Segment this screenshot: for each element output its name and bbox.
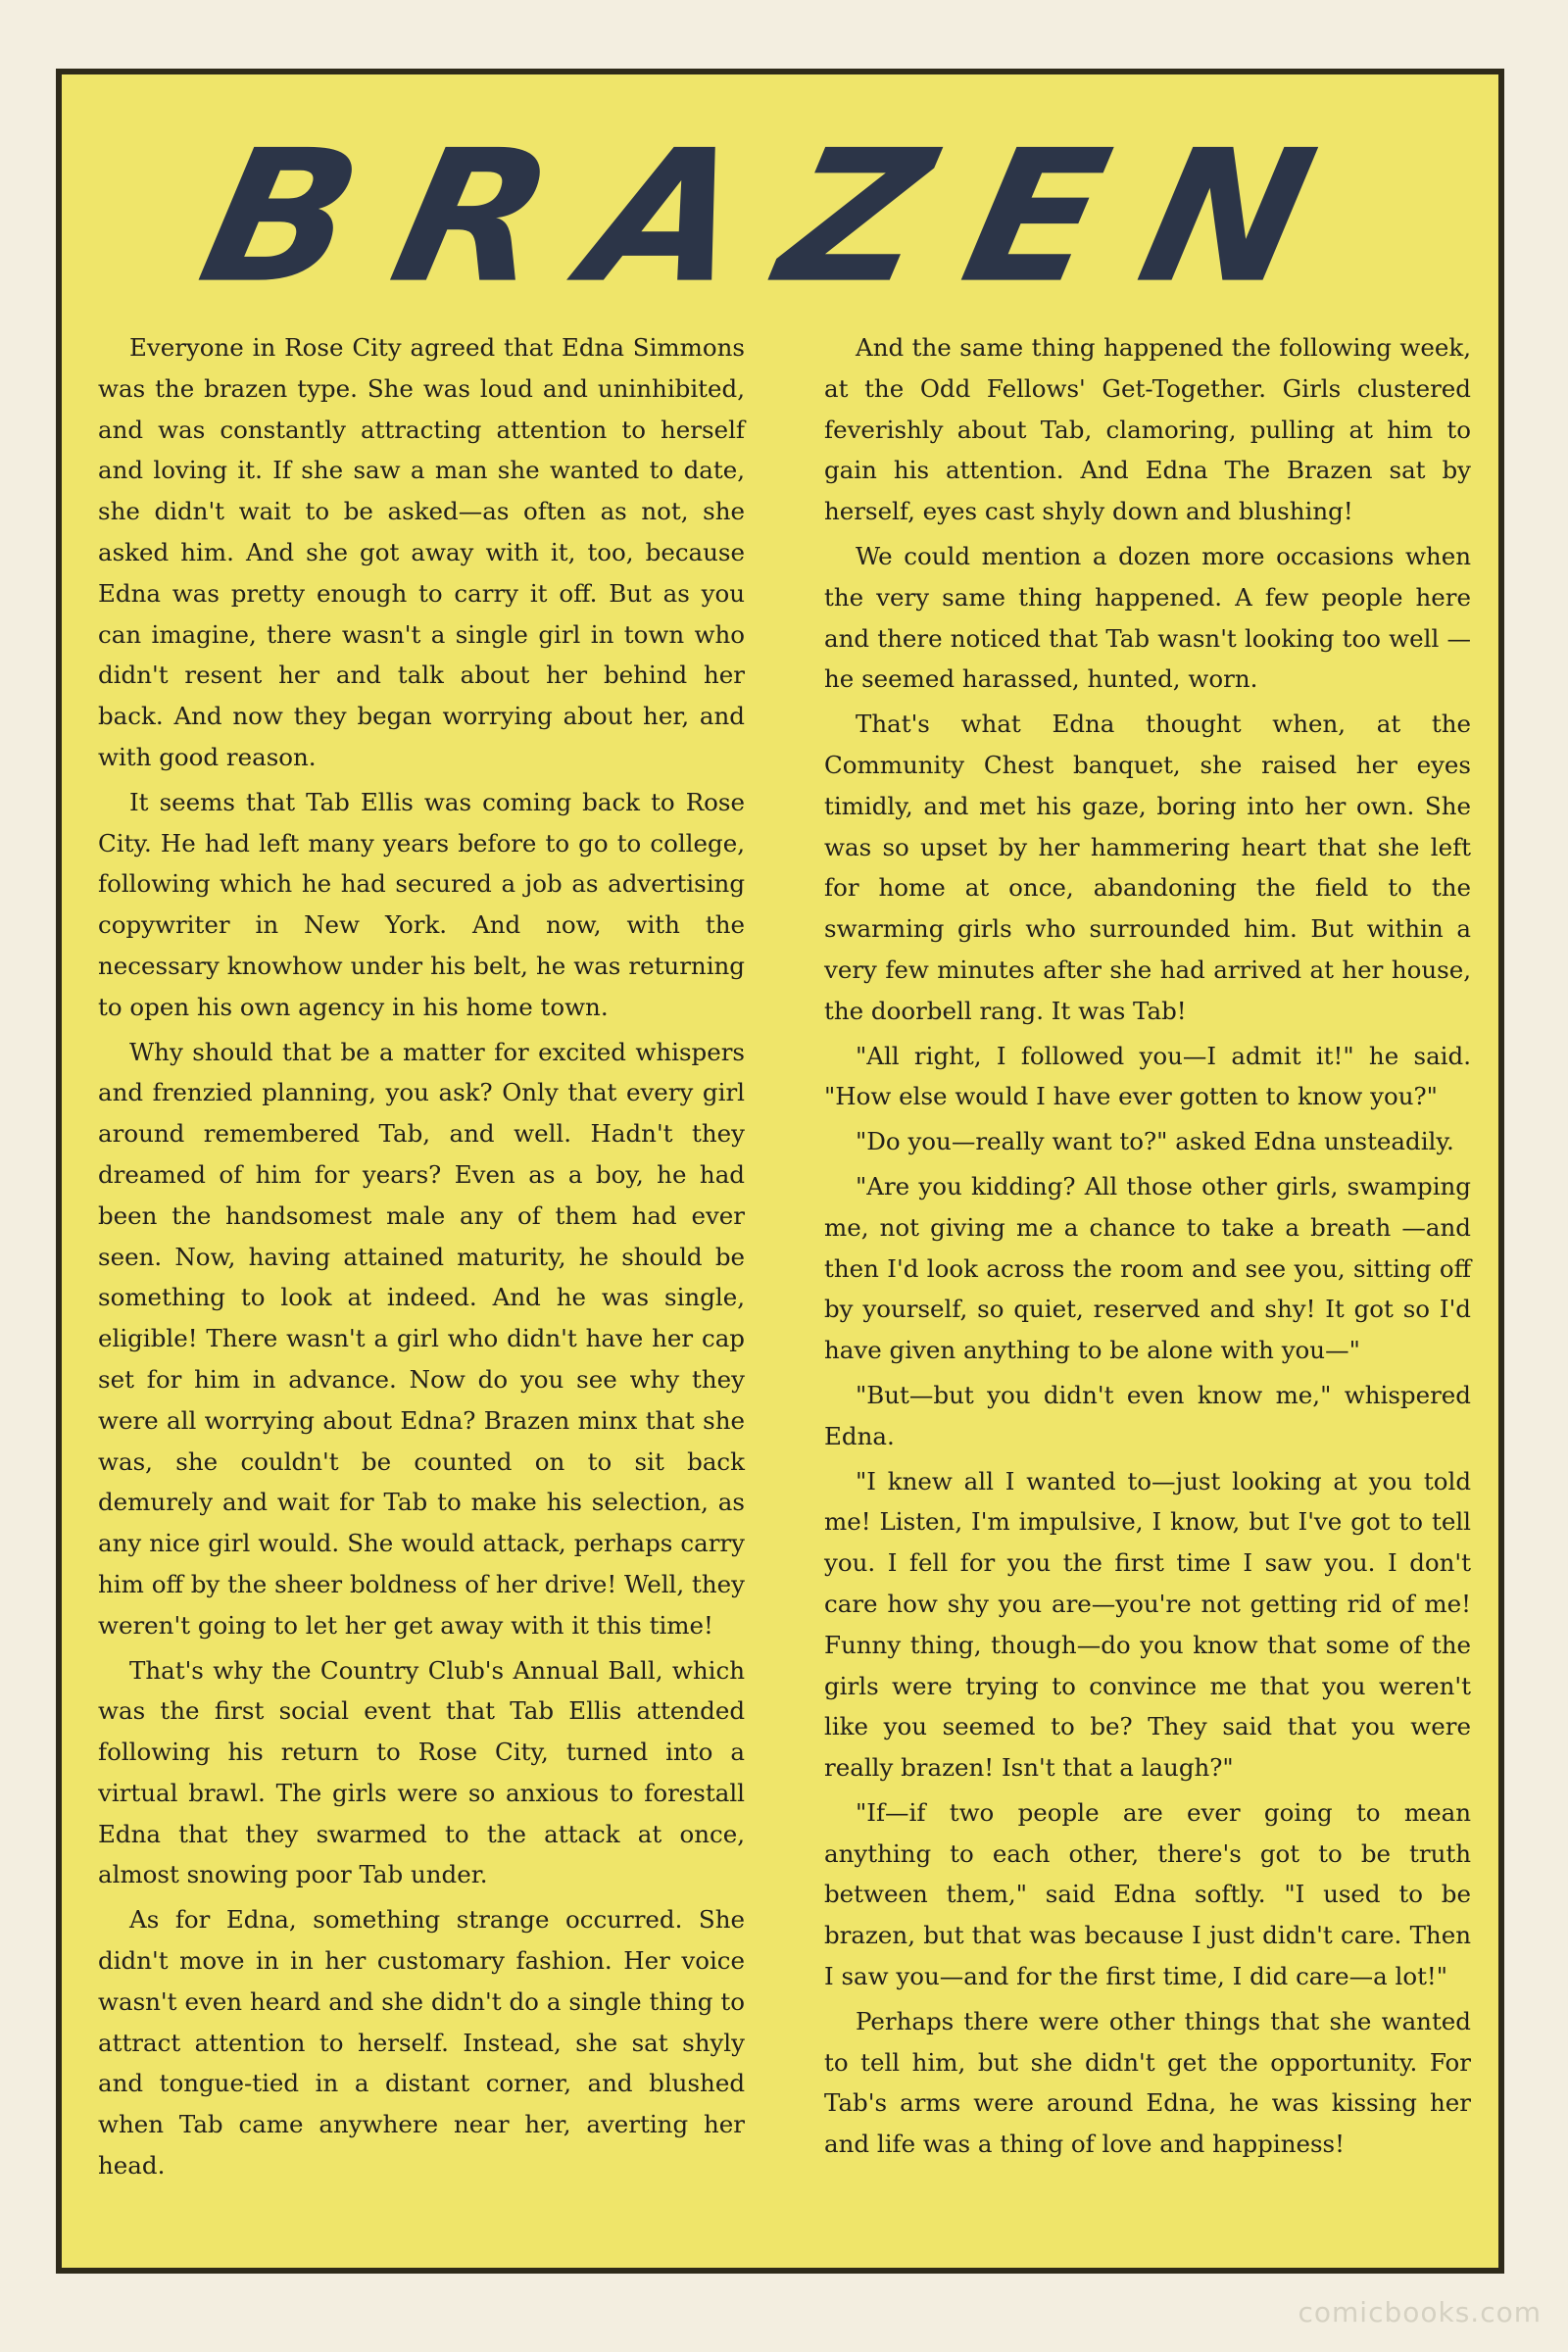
paragraph: As for Edna, something strange occurred. She didn't move in in her customary fashion. Her voice wasn't even heard and she didn't do a single thing to attract attention to herself. Instead, she sat shyly and tongue-tied in a distant corner, and blushed when Tab came anywhere near her, averting her head.	[98, 1905, 745, 2180]
paragraph: "Do you—really want to?" asked Edna unsteadily.	[856, 1127, 1454, 1156]
paragraph: "Are you kidding? All those other girls, swamping me, not giving me a chance to take a breath —and then I'd look across the room and see you, sitting off by yourself, so quiet, reserved and shy! It got so I'd have given anything to be alone with you—"	[824, 1171, 1471, 1365]
paragraph: "All right, I followed you—I admit it!" he said. "How else would I have ever gotten to know you?"	[824, 1041, 1471, 1111]
paragraph: That's what Edna thought when, at the Community Chest banquet, she raised her eyes timidly, and met his gaze, boring into her own. She was so upset by her hammering heart that she left for home at once, abandoning the field to the swarming girls who surrounded him. But within a very few minutes after she had arrived at her house, the doorbell rang. It was Tab!	[824, 710, 1471, 1025]
right-text-column	[824, 327, 1471, 2165]
paragraph: Perhaps there were other things that she wanted to tell him, but she didn't get the opportunity. For Tab's arms were around Edna, he was kissing her and life was a thing of love and happiness!	[824, 2006, 1471, 2159]
paragraph: Why should that be a matter for excited whispers and frenzied planning, you ask? Only that every girl around remembered Tab, and well. Hadn't they dreamed of him for years? Even as a boy, he had been the handsomest male any of them had ever seen. Now, having attained maturity, he should be something to look at indeed. And he was single, eligible! There wasn't a girl who didn't have her cap set for him in advance. Now do you see why they were all worrying about Edna? Brazen minx that she was, she couldn't be counted on to sit back demurely and wait for Tab to make his selection, as any nice girl would. She would attack, perhaps carry him off by the sheer boldness of her drive! Well, they weren't going to let her get away with it this time!	[98, 1037, 745, 1640]
story-title: BRAZEN	[184, 111, 1376, 324]
paragraph: Everyone in Rose City agreed that Edna Simmons was the brazen type. She was loud and uninhibited, and was constantly attracting attention to herself and loving it. If she saw a man she wanted to date, she didn't wait to be asked—as often as not, she asked him. And she got away with it, too, because Edna was pretty enough to carry it off. But as you can imagine, there wasn't a single girl in town who didn't resent her and talk about her behind her back. And now they began worrying about her, and with good reason.	[98, 333, 745, 771]
paragraph: "But—but you didn't even know me," whispered Edna.	[824, 1380, 1471, 1450]
paragraph: It seems that Tab Ellis was coming back to Rose City. He had left many years before to go to college, following which he had secured a job as advertising copywriter in New York. And now, with the necessary knowhow under his belt, he was returning to open his own agency in his home town.	[98, 787, 745, 1021]
left-text-column	[98, 327, 745, 2186]
paragraph: And the same thing happened the following week, at the Odd Fellows' Get-Together. Girls clustered feverishly about Tab, clamoring, pulling at him to gain his attention. And Edna The Brazen sat by herself, eyes cast shyly down and blushing!	[824, 333, 1471, 526]
paragraph: "If—if two people are ever going to mean anything to each other, there's got to be truth between them," said Edna softly. "I used to be brazen, but that was because I just didn't care. Then I saw you—and for the first time, I did care—a lot!"	[824, 1797, 1471, 1991]
paragraph: "I knew all I wanted to—just looking at you told me! Listen, I'm impulsive, I know, but I've got to tell you. I fell for you the first time I saw you. I don't care how shy you are—you're not getting rid of me! Funny thing, though—do you know that some of the girls were trying to convince me that you weren't like you seemed to be? They said that you were really brazen! Isn't that a laugh?"	[824, 1466, 1471, 1783]
story-page	[56, 69, 1504, 2274]
watermark: comicbooks.com	[1298, 2296, 1542, 2328]
paragraph: That's why the Country Club's Annual Ball, which was the first social event that Tab Ellis attended following his return to Rose City, turned into a virtual brawl. The girls were so anxious to forestall Edna that they swarmed to the attack at once, almost snowing poor Tab under.	[98, 1655, 745, 1889]
paragraph: We could mention a dozen more occasions when the very same thing happened. A few people here and there noticed that Tab wasn't looking too well —he seemed harassed, hunted, worn.	[824, 541, 1471, 694]
